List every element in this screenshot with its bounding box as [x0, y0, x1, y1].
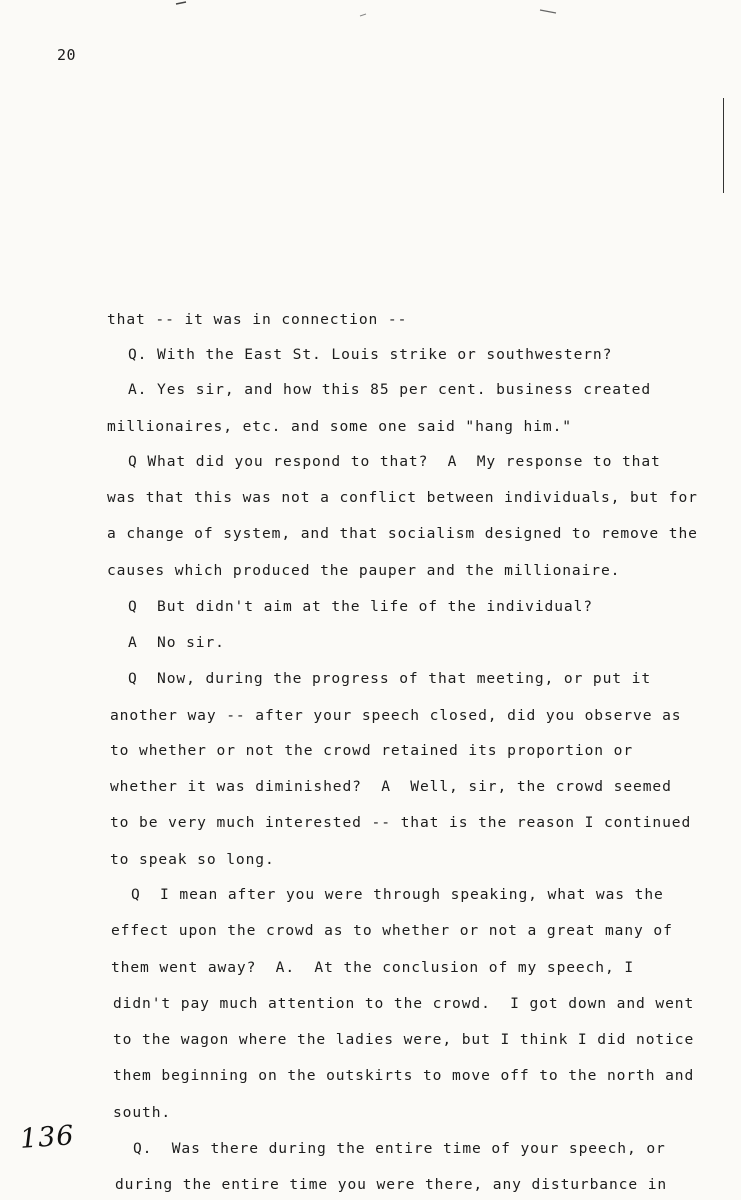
- transcript-line: A. Yes sir, and how this 85 per cent. business created: [128, 381, 652, 398]
- transcript-line: millionaires, etc. and some one said "hang him.": [107, 418, 572, 435]
- transcript-line: to whether or not the crowd retained its proportion or: [110, 742, 634, 759]
- transcript-line: A No sir.: [128, 634, 225, 651]
- transcript-line: whether it was diminished? A Well, sir, the crowd seemed: [110, 778, 672, 795]
- transcript-line: didn't pay much attention to the crowd. I got down and went: [113, 995, 695, 1012]
- transcript-line: to speak so long.: [110, 851, 275, 868]
- transcript-line: effect upon the crowd as to whether or not a great many of: [111, 922, 673, 939]
- transcript-line: south.: [113, 1104, 172, 1121]
- transcript-line: Q I mean after you were through speaking, what was the: [131, 886, 664, 903]
- margin-rule: [723, 98, 724, 193]
- transcript-line: Q. Was there during the entire time of your speech, or: [133, 1140, 666, 1157]
- transcript-line: a change of system, and that socialism designed to remove the: [107, 525, 698, 542]
- transcript-line: Q What did you respond to that? A My response to that: [128, 453, 661, 470]
- transcript-line: them beginning on the outskirts to move off to the north and: [113, 1067, 695, 1084]
- transcript-line: to the wagon where the ladies were, but I think I did notice: [113, 1031, 695, 1048]
- transcript-line: them went away? A. At the conclusion of my speech, I: [111, 959, 635, 976]
- handwritten-margin-note: 136: [18, 1120, 76, 1155]
- transcript-line: another way -- after your speech closed, did you observe as: [110, 707, 682, 724]
- page-number: 20: [57, 46, 77, 64]
- transcript-line: Q. With the East St. Louis strike or southwestern?: [128, 346, 613, 363]
- transcript-line: that -- it was in connection --: [107, 311, 408, 328]
- transcript-line: Q Now, during the progress of that meeting, or put it: [128, 670, 652, 687]
- transcript-line: causes which produced the pauper and the millionaire.: [107, 562, 621, 579]
- transcript-line: to be very much interested -- that is the reason I continued: [110, 814, 692, 831]
- transcript-line: during the entire time you were there, any disturbance in: [115, 1176, 668, 1193]
- top-scan-marks: [0, 0, 741, 20]
- transcript-line: was that this was not a conflict between individuals, but for: [107, 489, 698, 506]
- transcript-line: Q But didn't aim at the life of the individual?: [128, 598, 593, 615]
